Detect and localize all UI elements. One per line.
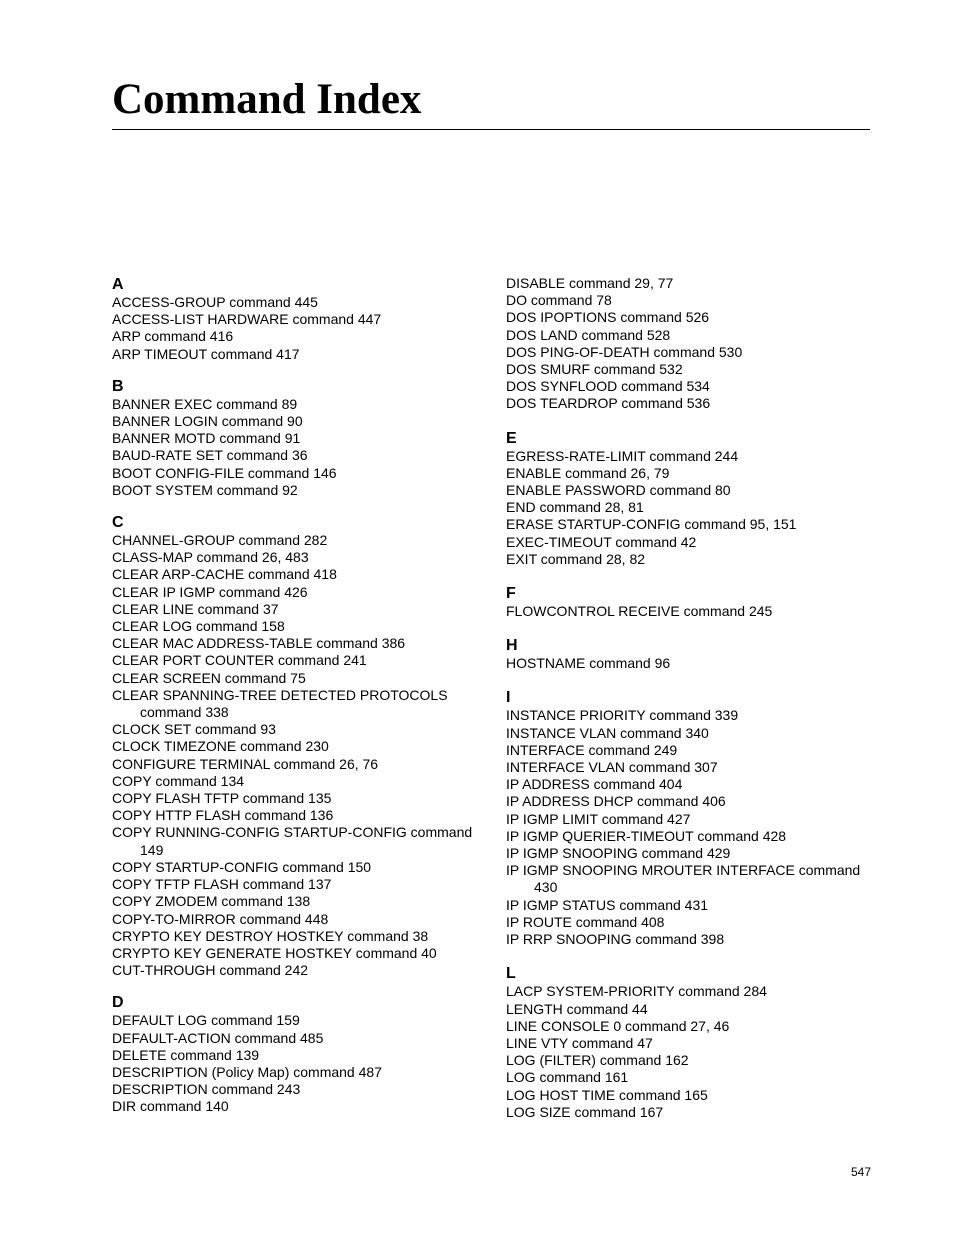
section-letter: C: [112, 514, 124, 532]
index-entry: CLEAR SCREEN command 75: [112, 669, 306, 686]
index-entry: IP IGMP QUERIER-TIMEOUT command 428: [506, 827, 787, 844]
index-entry: DOS TEARDROP command 536: [506, 395, 711, 412]
index-entry: BANNER EXEC command 89: [112, 395, 298, 412]
section-letter: A: [112, 276, 124, 293]
section-letter: I: [506, 689, 511, 707]
index-entry: COPY RUNNING-CONFIG STARTUP-CONFIG command 149: [112, 824, 473, 858]
index-entry: BOOT CONFIG-FILE command 146: [112, 464, 337, 481]
index-entry: COPY HTTP FLASH command 136: [112, 807, 334, 824]
index-entry: ENABLE command 26, 79: [506, 464, 670, 481]
index-entry: CLOCK SET command 93: [112, 721, 276, 738]
index-entry: LOG command 161: [506, 1069, 629, 1086]
index-section: [506, 275, 876, 413]
index-entry: ACCESS-GROUP command 445: [112, 294, 318, 310]
index-entry: COPY command 134: [112, 772, 245, 789]
index-entry: CONFIGURE TERMINAL command 26, 76: [112, 755, 379, 772]
index-entry: CRYPTO KEY DESTROY HOSTKEY command 38: [112, 927, 429, 944]
index-section: [112, 994, 482, 1115]
index-entry: IP IGMP LIMIT command 427: [506, 810, 691, 827]
index-entry: BANNER LOGIN command 90: [112, 413, 303, 430]
index-entry: DO command 78: [506, 292, 612, 309]
index-section: [506, 585, 876, 620]
index-entry: ERASE STARTUP-CONFIG command 95, 151: [506, 516, 797, 533]
index-entry: DESCRIPTION (Policy Map) command 487: [112, 1063, 382, 1080]
index-entry: BOOT SYSTEM command 92: [112, 481, 298, 498]
index-entry: EXEC-TIMEOUT command 42: [506, 533, 697, 550]
index-entry: ACCESS-LIST HARDWARE command 447: [112, 311, 382, 328]
index-entry: CLEAR LINE command 37: [112, 600, 279, 617]
index-entry: COPY TFTP FLASH command 137: [112, 876, 332, 893]
index-entry: INTERFACE VLAN command 307: [506, 759, 718, 776]
index-entry: INTERFACE command 249: [506, 741, 678, 758]
index-entry: CLEAR MAC ADDRESS-TABLE command 386: [112, 635, 406, 652]
index-entry: CHANNEL-GROUP command 282: [112, 532, 328, 549]
index-entry: EGRESS-RATE-LIMIT command 244: [506, 447, 739, 464]
index-section: [112, 514, 482, 979]
page-title: Command Index: [112, 76, 422, 123]
index-entry: CLOCK TIMEZONE command 230: [112, 738, 329, 755]
index-entry: BANNER MOTD command 91: [112, 430, 301, 447]
index-entry: IP IGMP SNOOPING command 429: [506, 845, 731, 862]
index-entry: IP ADDRESS DHCP command 406: [506, 793, 726, 810]
index-entry: FLOWCONTROL RECEIVE command 245: [506, 603, 773, 620]
section-letter: B: [112, 377, 124, 395]
index-entry: DOS IPOPTIONS command 526: [506, 309, 710, 326]
index-entry: DELETE command 139: [112, 1046, 260, 1063]
index-entry: HOSTNAME command 96: [506, 655, 671, 672]
index-entry: INSTANCE PRIORITY command 339: [506, 707, 739, 724]
index-section: [506, 965, 876, 1121]
index-entry: EXIT command 28, 82: [506, 550, 646, 567]
title-rule: [112, 129, 870, 130]
index-entry: DEFAULT LOG command 159: [112, 1012, 300, 1029]
index-entry: COPY STARTUP-CONFIG command 150: [112, 858, 372, 875]
index-entry: DIR command 140: [112, 1098, 229, 1115]
index-entry: CLEAR SPANNING-TREE DETECTED PROTOCOLS command 338: [112, 686, 448, 721]
index-entry: DOS PING-OF-DEATH command 530: [506, 343, 743, 360]
index-entry: CLEAR ARP-CACHE command 418: [112, 566, 337, 583]
index-section: [506, 430, 876, 568]
index-entry: ENABLE PASSWORD command 80: [506, 482, 731, 499]
index-entry: LOG HOST TIME command 165: [506, 1086, 708, 1103]
index-entry: DEFAULT-ACTION command 485: [112, 1029, 324, 1046]
index-section: [112, 378, 482, 499]
index-column-left: [112, 276, 482, 1116]
index-entry: END command 28, 81: [506, 499, 644, 516]
index-entry: IP IGMP SNOOPING MROUTER INTERFACE command 430: [506, 862, 861, 896]
index-entry: DOS SMURF command 532: [506, 361, 683, 378]
index-entry: DOS SYNFLOOD command 534: [506, 378, 710, 395]
index-section: [112, 276, 482, 363]
index-entry: IP ROUTE command 408: [506, 913, 665, 930]
index-entry: BAUD-RATE SET command 36: [112, 447, 308, 464]
index-entry: LOG SIZE command 167: [506, 1103, 664, 1120]
section-letter: H: [506, 637, 518, 655]
index-column-right: [506, 276, 876, 1121]
index-entry: LOG (FILTER) command 162: [506, 1052, 689, 1069]
section-letter: F: [506, 585, 516, 603]
index-entry: IP ADDRESS command 404: [506, 776, 683, 793]
index-entry: CLEAR IP IGMP command 426: [112, 583, 308, 600]
index-entry: COPY FLASH TFTP command 135: [112, 790, 332, 807]
index-entry: CLASS-MAP command 26, 483: [112, 549, 309, 566]
index-entry: CLEAR PORT COUNTER command 241: [112, 652, 367, 669]
index-entry: DISABLE command 29, 77: [506, 275, 674, 291]
index-entry: COPY-TO-MIRROR command 448: [112, 910, 329, 927]
index-entry: ARP command 416: [112, 328, 234, 345]
index-entry: INSTANCE VLAN command 340: [506, 724, 709, 741]
index-entry: IP RRP SNOOPING command 398: [506, 931, 725, 948]
index-entry: ARP TIMEOUT command 417: [112, 345, 300, 362]
section-letter: D: [112, 994, 124, 1012]
index-entry: CLEAR LOG command 158: [112, 618, 285, 635]
index-entry: CUT-THROUGH command 242: [112, 962, 309, 979]
index-entry: COPY ZMODEM command 138: [112, 893, 311, 910]
index-entry: CRYPTO KEY GENERATE HOSTKEY command 40: [112, 944, 437, 961]
index-entry: LINE VTY command 47: [506, 1034, 653, 1051]
index-entry: LACP SYSTEM-PRIORITY command 284: [506, 983, 767, 1000]
index-entry: LINE CONSOLE 0 command 27, 46: [506, 1017, 730, 1034]
index-section: [506, 637, 876, 672]
index-entry: IP IGMP STATUS command 431: [506, 896, 709, 913]
index-entry: DESCRIPTION command 243: [112, 1081, 301, 1098]
index-entry: LENGTH command 44: [506, 1000, 648, 1017]
index-section: [506, 689, 876, 948]
page-number: 547: [851, 1165, 872, 1179]
section-letter: L: [506, 965, 516, 983]
index-entry: DOS LAND command 528: [506, 326, 671, 343]
section-letter: E: [506, 429, 517, 447]
